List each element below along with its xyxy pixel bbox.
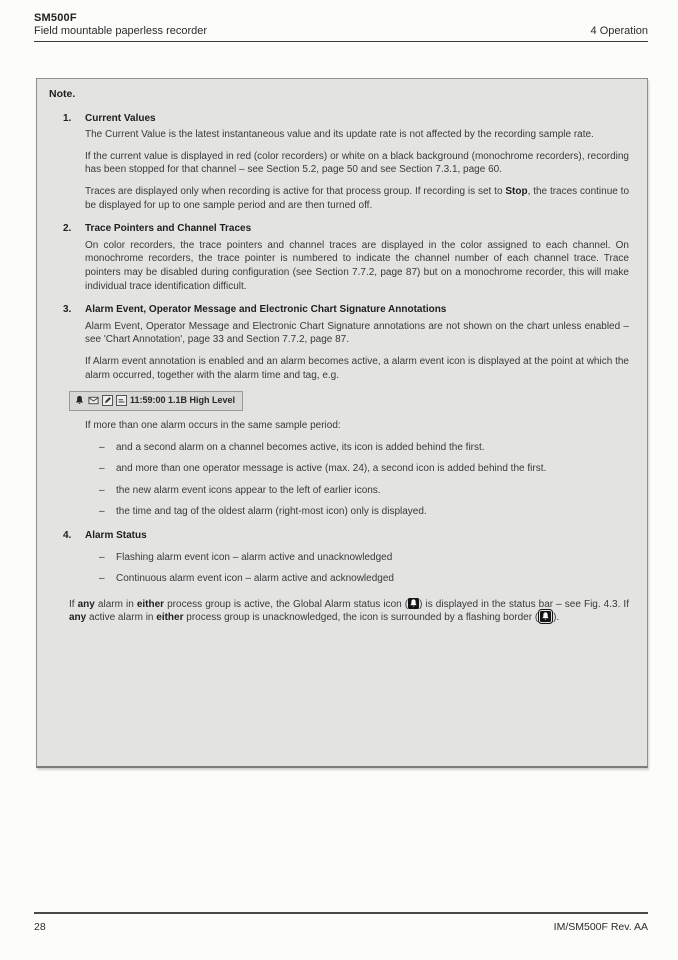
paragraph: On color recorders, the trace pointers and channel traces are displayed in the color assigned to each channel. On monochrome recorders, the trace pointer is numbered to indicate the channel number of each channel trace. Trace pointers may be disabled during configuration (see Section 7.7.2, page 87) but on a monochrome recorder, this will make individual trace identification difficult. (85, 239, 629, 292)
note-item-alarm-status (63, 529, 629, 625)
paragraph-text: Traces are displayed only when recording is active for that process group. If recording is set to (85, 185, 506, 197)
list-item-text: Flashing alarm event icon – alarm active and unacknowledged (116, 551, 393, 563)
alarm-bullet-list (99, 441, 629, 519)
paragraph-text: active alarm in (86, 612, 157, 624)
signature-icon-2 (116, 395, 127, 406)
note-item-trace-pointers (63, 222, 629, 293)
document-reference: IM/SM500F Rev. AA (553, 921, 648, 933)
signature-icon-1 (102, 395, 113, 406)
dash-bullet: – (99, 441, 105, 453)
bold-word-any: any (77, 598, 95, 610)
item-number: 4. (63, 529, 72, 541)
paragraph: Alarm Event, Operator Message and Electronic Chart Signature annotations are not shown on the chart unless enabled – see 'Chart Annotation', page 33 and Section 7.7.2, page 87. (85, 320, 629, 346)
page-number: 28 (34, 921, 46, 933)
note-item-current-values (63, 112, 629, 213)
dash-bullet: – (99, 484, 105, 496)
note-box (36, 78, 648, 768)
dash-bullet: – (99, 506, 105, 518)
list-item-text: and a second alarm on a channel becomes active, its icon is added behind the first. (116, 441, 485, 453)
alarm-annotation-example (69, 391, 243, 411)
paragraph: If Alarm event annotation is enabled and an alarm becomes active, a alarm event icon is displayed at the point at which the alarm occurred, together with the alarm time and tag, e.g. (85, 355, 629, 381)
list-item-text: Continuous alarm event icon – alarm active and acknowledged (116, 573, 394, 585)
paragraph-text: alarm in (94, 598, 137, 610)
item-number: 2. (63, 223, 72, 235)
bold-word-stop: Stop (505, 185, 528, 197)
alarm-bell-icon (74, 395, 85, 406)
alarm-annotation-text: 11:59:00 1.1B High Level (130, 395, 236, 406)
paragraph-text: , the traces continue to be displayed for up to one sample period and are then turned off. (85, 185, 630, 211)
paragraph: If the current value is displayed in red (color recorders) or white on a black background (monochrome recorders), recording has been stopped for that channel – see Section 5.2, page 50 and see Section 7.3.1, page 60. (85, 150, 629, 176)
bold-word-any: any (69, 612, 87, 624)
global-alarm-flashing-icon (540, 611, 551, 622)
item-number: 1. (63, 112, 72, 124)
global-alarm-paragraph (69, 598, 629, 625)
product-name: SM500F (34, 12, 77, 24)
list-item (99, 441, 629, 455)
dash-bullet: – (99, 573, 105, 585)
paragraph-text: process group is unacknowledged, the icon is surrounded by a flashing border ( (183, 612, 539, 624)
list-item (99, 505, 629, 519)
alarm-status-list (99, 551, 629, 586)
list-item (99, 484, 629, 498)
document-subtitle: Field mountable paperless recorder (34, 25, 208, 37)
item-heading: Alarm Event, Operator Message and Electronic Chart Signature Annotations (85, 304, 447, 316)
list-item-text: the new alarm event icons appear to the left of earlier icons. (116, 484, 381, 496)
list-item (99, 572, 629, 586)
dash-bullet: – (99, 551, 105, 563)
dash-bullet: – (99, 463, 105, 475)
item-number: 3. (63, 304, 72, 316)
note-label: Note. (49, 88, 76, 100)
paragraph: If more than one alarm occurs in the same sample period: (85, 419, 341, 431)
page-footer (34, 912, 648, 933)
operator-message-icon (88, 395, 99, 406)
note-item-annotations (63, 303, 629, 519)
paragraph (85, 185, 629, 212)
list-item (99, 551, 629, 565)
item-heading: Current Values (85, 112, 156, 124)
list-item-text: and more than one operator message is active (max. 24), a second icon is added behind the first. (116, 463, 547, 475)
chapter-title: 4 Operation (590, 25, 648, 37)
item-heading: Trace Pointers and Channel Traces (85, 223, 252, 235)
paragraph: The Current Value is the latest instantaneous value and its update rate is not affected by the recording sample rate. (85, 129, 594, 141)
paragraph-text: ) is displayed in the status bar – see Fig. 4.3. If (419, 598, 629, 610)
list-item (99, 462, 629, 476)
item-heading: Alarm Status (85, 529, 147, 541)
paragraph-text: If (69, 598, 78, 610)
page-header (34, 12, 648, 42)
global-alarm-status-icon (408, 598, 419, 609)
bold-word-either: either (156, 612, 184, 624)
bold-word-either: either (136, 598, 165, 610)
list-item-text: the time and tag of the oldest alarm (right-most icon) only is displayed. (116, 506, 427, 518)
paragraph-text: ). (553, 612, 560, 624)
paragraph-text: process group is active, the Global Alarm status icon ( (164, 598, 409, 610)
